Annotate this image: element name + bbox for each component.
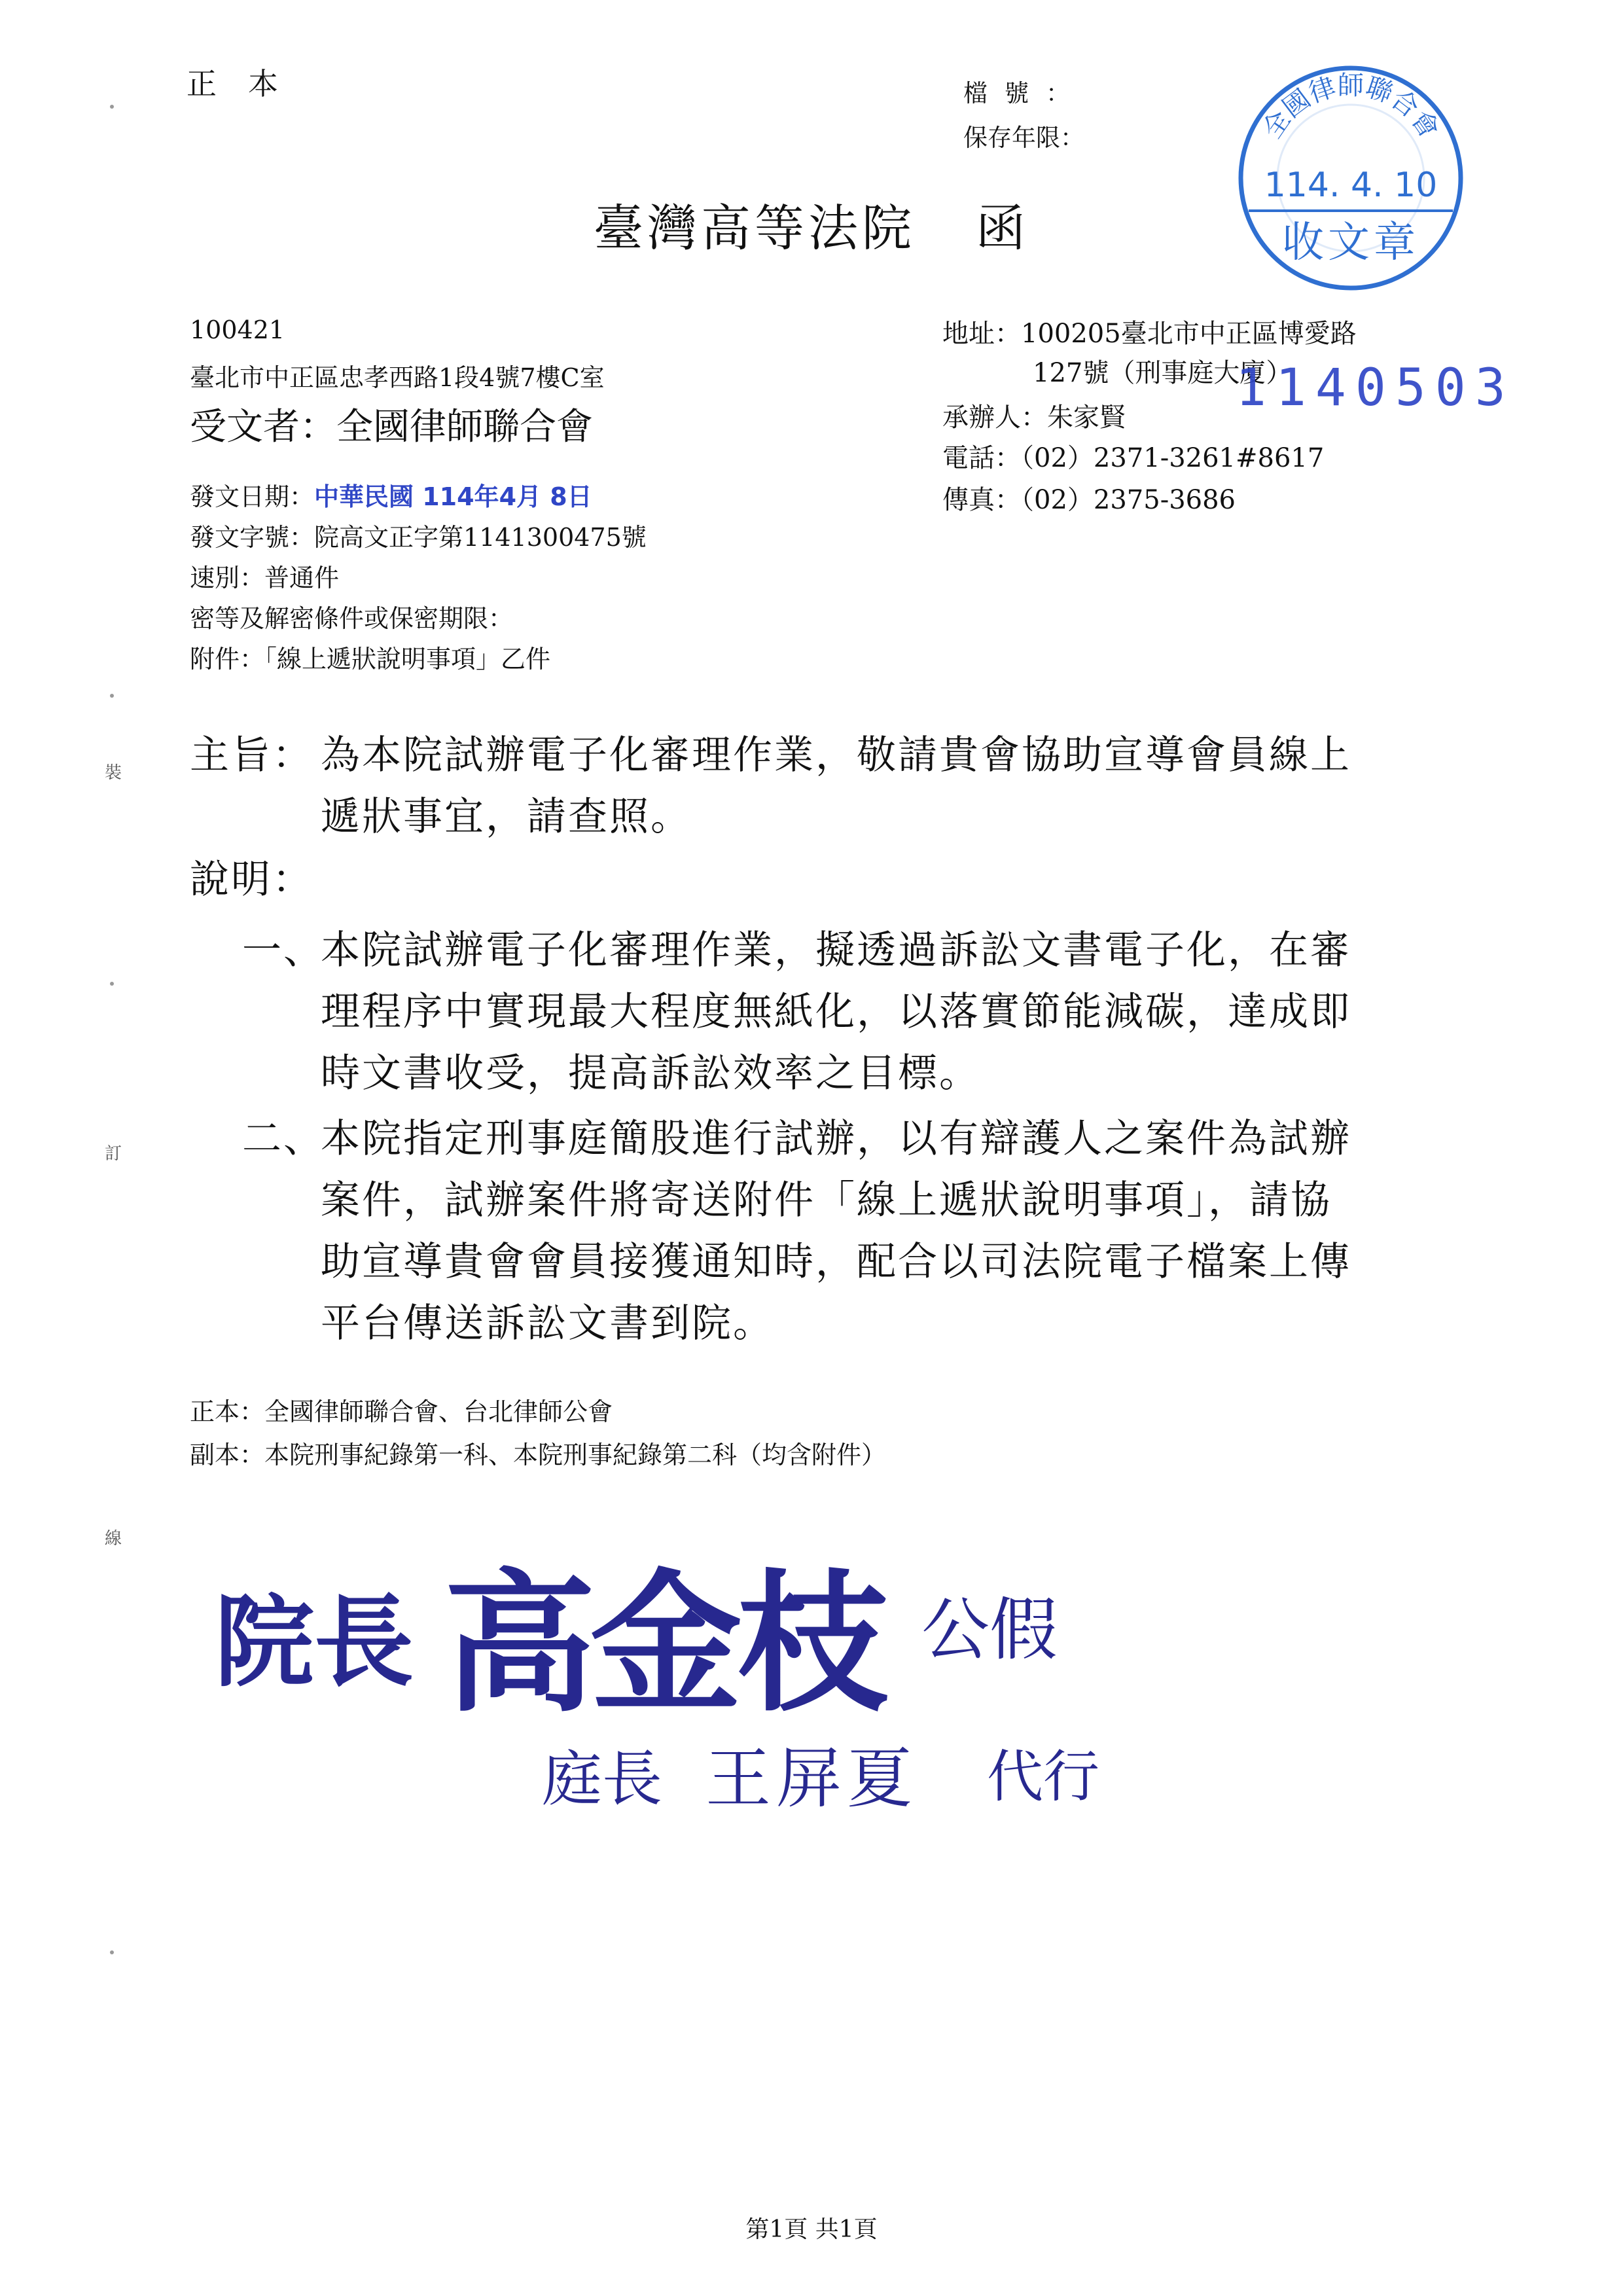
document-number-label: 發文字號：	[190, 523, 315, 552]
secrecy-line: 密等及解密條件或保密期限：	[190, 604, 514, 633]
sender-address-line1	[942, 313, 1357, 350]
attachment-line	[190, 639, 550, 675]
issue-date-line	[190, 476, 592, 512]
attachment-value: 「線上遞狀說明事項」乙件	[264, 645, 551, 673]
recipient-label: 受文者：	[190, 406, 336, 448]
sender-address-line2: 127號（刑事庭大廈）	[1033, 358, 1293, 388]
page-number: 第1頁 共1頁	[745, 2216, 878, 2243]
fax-line	[942, 479, 1236, 516]
handler-label: 承辦人：	[942, 403, 1047, 433]
original-recipients: 正本：全國律師聯合會、台北律師公會	[190, 1397, 613, 1426]
recipient-zip: 100421	[190, 315, 285, 344]
fax-number: （02）2375-3686	[1021, 485, 1236, 515]
handler-name: 朱家賢	[1047, 403, 1126, 433]
binding-mark-line: 線	[105, 1529, 122, 1549]
president-name: 高金枝	[444, 1554, 884, 1732]
phone-label: 電話：	[942, 443, 1021, 473]
sender-address-text: 100205臺北市中正區博愛路	[1021, 319, 1357, 349]
phone-number: （02）2371-3261#8617	[1021, 443, 1325, 473]
file-number-label: 檔號：	[963, 79, 1087, 107]
seal-org-text	[1257, 71, 1444, 144]
speed-line	[190, 558, 339, 594]
explanation-item-1-line-2: 理程序中實現最大程度無紙化，以落實節能減碳，達成即	[321, 989, 1351, 1035]
binding-dot	[110, 1950, 114, 1954]
explanation-item-2-line-4: 平台傳送訴訟文書到院。	[321, 1300, 774, 1346]
speed-label: 速別：	[190, 564, 265, 592]
fax-label: 傳真：	[942, 485, 1021, 515]
explanation-item-2-number: 二、	[242, 1116, 325, 1162]
issue-date-label: 發文日期：	[190, 482, 315, 511]
deputy-acting-note: 代行	[987, 1744, 1099, 1810]
seal-date: 114. 4. 10	[1264, 166, 1438, 205]
subject-line-1: 為本院試辦電子化審理作業，敬請貴會協助宣導會員線上	[321, 732, 1351, 778]
seal-receipt-label: 收文章	[1282, 219, 1419, 267]
handler-line	[942, 397, 1126, 434]
copy-designation: 正本	[187, 66, 310, 101]
binding-dot	[110, 105, 114, 109]
explanation-item-1-line-1: 本院試辦電子化審理作業，擬透過訴訟文書電子化，在審	[321, 927, 1351, 973]
binding-mark-bind: 裝	[105, 763, 122, 783]
retention-period-label: 保存年限：	[963, 124, 1084, 152]
deputy-title: 庭長	[542, 1744, 663, 1814]
explanation-label: 說明：	[190, 857, 313, 903]
president-signature-stamp	[208, 1525, 1111, 1741]
binding-dot	[110, 694, 114, 698]
recipient-address: 臺北市中正區忠孝西路1段4號7樓C室	[190, 363, 605, 392]
deputy-name: 王屏夏	[705, 1740, 918, 1817]
binding-dot	[110, 982, 114, 986]
explanation-item-1-number: 一、	[242, 927, 325, 973]
speed-value: 普通件	[264, 564, 340, 592]
attachment-label: 附件：	[190, 645, 265, 673]
recipient-name: 全國律師聯合會	[336, 406, 593, 448]
binding-mark-staple: 訂	[105, 1144, 122, 1164]
document-number-line	[190, 517, 647, 553]
copy-recipients: 副本：本院刑事紀錄第一科、本院刑事紀錄第二科（均含附件）	[190, 1441, 887, 1469]
seal-org-label: 全國律師聯合會	[1257, 71, 1445, 144]
explanation-item-2-line-2: 案件，試辦案件將寄送附件「線上遞狀說明事項」，請協	[321, 1177, 1332, 1223]
receipt-seal	[1236, 60, 1466, 296]
document-title	[0, 188, 1623, 260]
receipt-serial-number: 1140503	[1236, 359, 1515, 418]
document-number-value: 院高文正字第1141300475號	[314, 523, 647, 552]
president-title: 院長	[215, 1583, 414, 1700]
explanation-item-2-line-3: 助宣導貴會會員接獲通知時，配合以司法院電子檔案上傳	[321, 1239, 1351, 1285]
subject-line-2: 遞狀事宜，請查照。	[321, 794, 692, 840]
explanation-item-1-line-3: 時文書收受，提高訴訟效率之目標。	[321, 1050, 980, 1096]
issuing-agency: 臺灣高等法院	[594, 199, 916, 257]
sender-address-label: 地址：	[942, 319, 1021, 349]
phone-line	[942, 437, 1324, 475]
subject-label: 主旨：	[190, 732, 313, 778]
deputy-signature-stamp	[542, 1728, 1131, 1826]
explanation-item-2-line-1: 本院指定刑事庭簡股進行試辦，以有辯護人之案件為試辦	[321, 1116, 1351, 1162]
president-leave-note: 公假	[921, 1590, 1058, 1670]
document-type: 函	[976, 199, 1029, 257]
issue-date-value: 中華民國 114年4月 8日	[314, 482, 592, 511]
recipient-line	[190, 398, 593, 450]
